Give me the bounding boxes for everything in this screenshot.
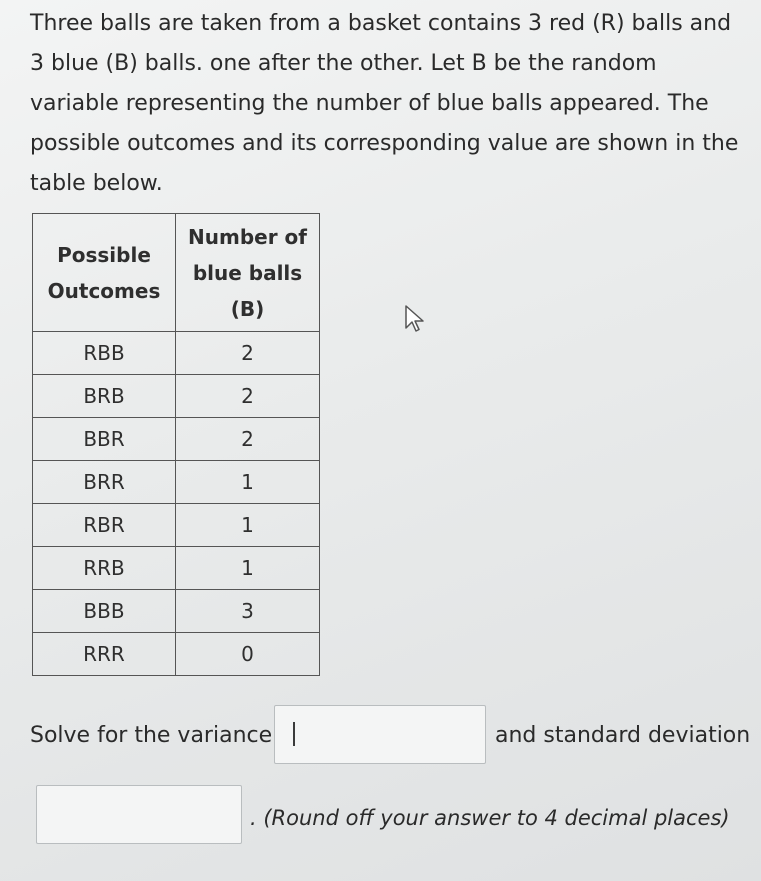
outcome-cell: BBR	[33, 418, 176, 461]
outcome-cell: RRR	[33, 633, 176, 676]
variance-prompt-label: Solve for the variance	[30, 723, 273, 748]
table-row	[33, 633, 320, 676]
rounding-instruction: . (Round off your answer to 4 decimal places)	[250, 806, 730, 830]
table-row	[33, 418, 320, 461]
table-header-row	[33, 214, 320, 332]
problem-statement: Three balls are taken from a basket contains 3 red (R) balls and 3 blue (B) balls. one after the other. Let B be the random variable representing the number of blue balls appeared. The possible outcomes and its corresponding value are shown in the table below.	[30, 11, 739, 196]
table-row	[33, 590, 320, 633]
header-number-of-blue-balls: Number of blue balls (B)	[176, 214, 320, 332]
table-row	[33, 332, 320, 375]
blue-count-cell: 2	[176, 332, 320, 375]
variance-input[interactable]	[274, 705, 486, 764]
std-dev-input[interactable]	[36, 785, 242, 844]
mouse-pointer-icon	[403, 304, 429, 334]
outcome-cell: BRB	[33, 375, 176, 418]
table-row	[33, 547, 320, 590]
table-row	[33, 461, 320, 504]
outcome-cell: BBB	[33, 590, 176, 633]
table-row	[33, 504, 320, 547]
blue-count-cell: 1	[176, 547, 320, 590]
outcome-cell: RRB	[33, 547, 176, 590]
blue-count-cell: 1	[176, 504, 320, 547]
outcome-cell: BRR	[33, 461, 176, 504]
outcomes-table	[32, 213, 320, 676]
text-caret	[293, 722, 295, 746]
blue-count-cell: 3	[176, 590, 320, 633]
blue-count-cell: 0	[176, 633, 320, 676]
outcome-cell: RBB	[33, 332, 176, 375]
blue-count-cell: 1	[176, 461, 320, 504]
blue-count-cell: 2	[176, 418, 320, 461]
outcome-cell: RBR	[33, 504, 176, 547]
header-possible-outcomes: Possible Outcomes	[33, 214, 176, 332]
blue-count-cell: 2	[176, 375, 320, 418]
table-row	[33, 375, 320, 418]
std-dev-prompt-label: and standard deviation	[495, 723, 751, 748]
